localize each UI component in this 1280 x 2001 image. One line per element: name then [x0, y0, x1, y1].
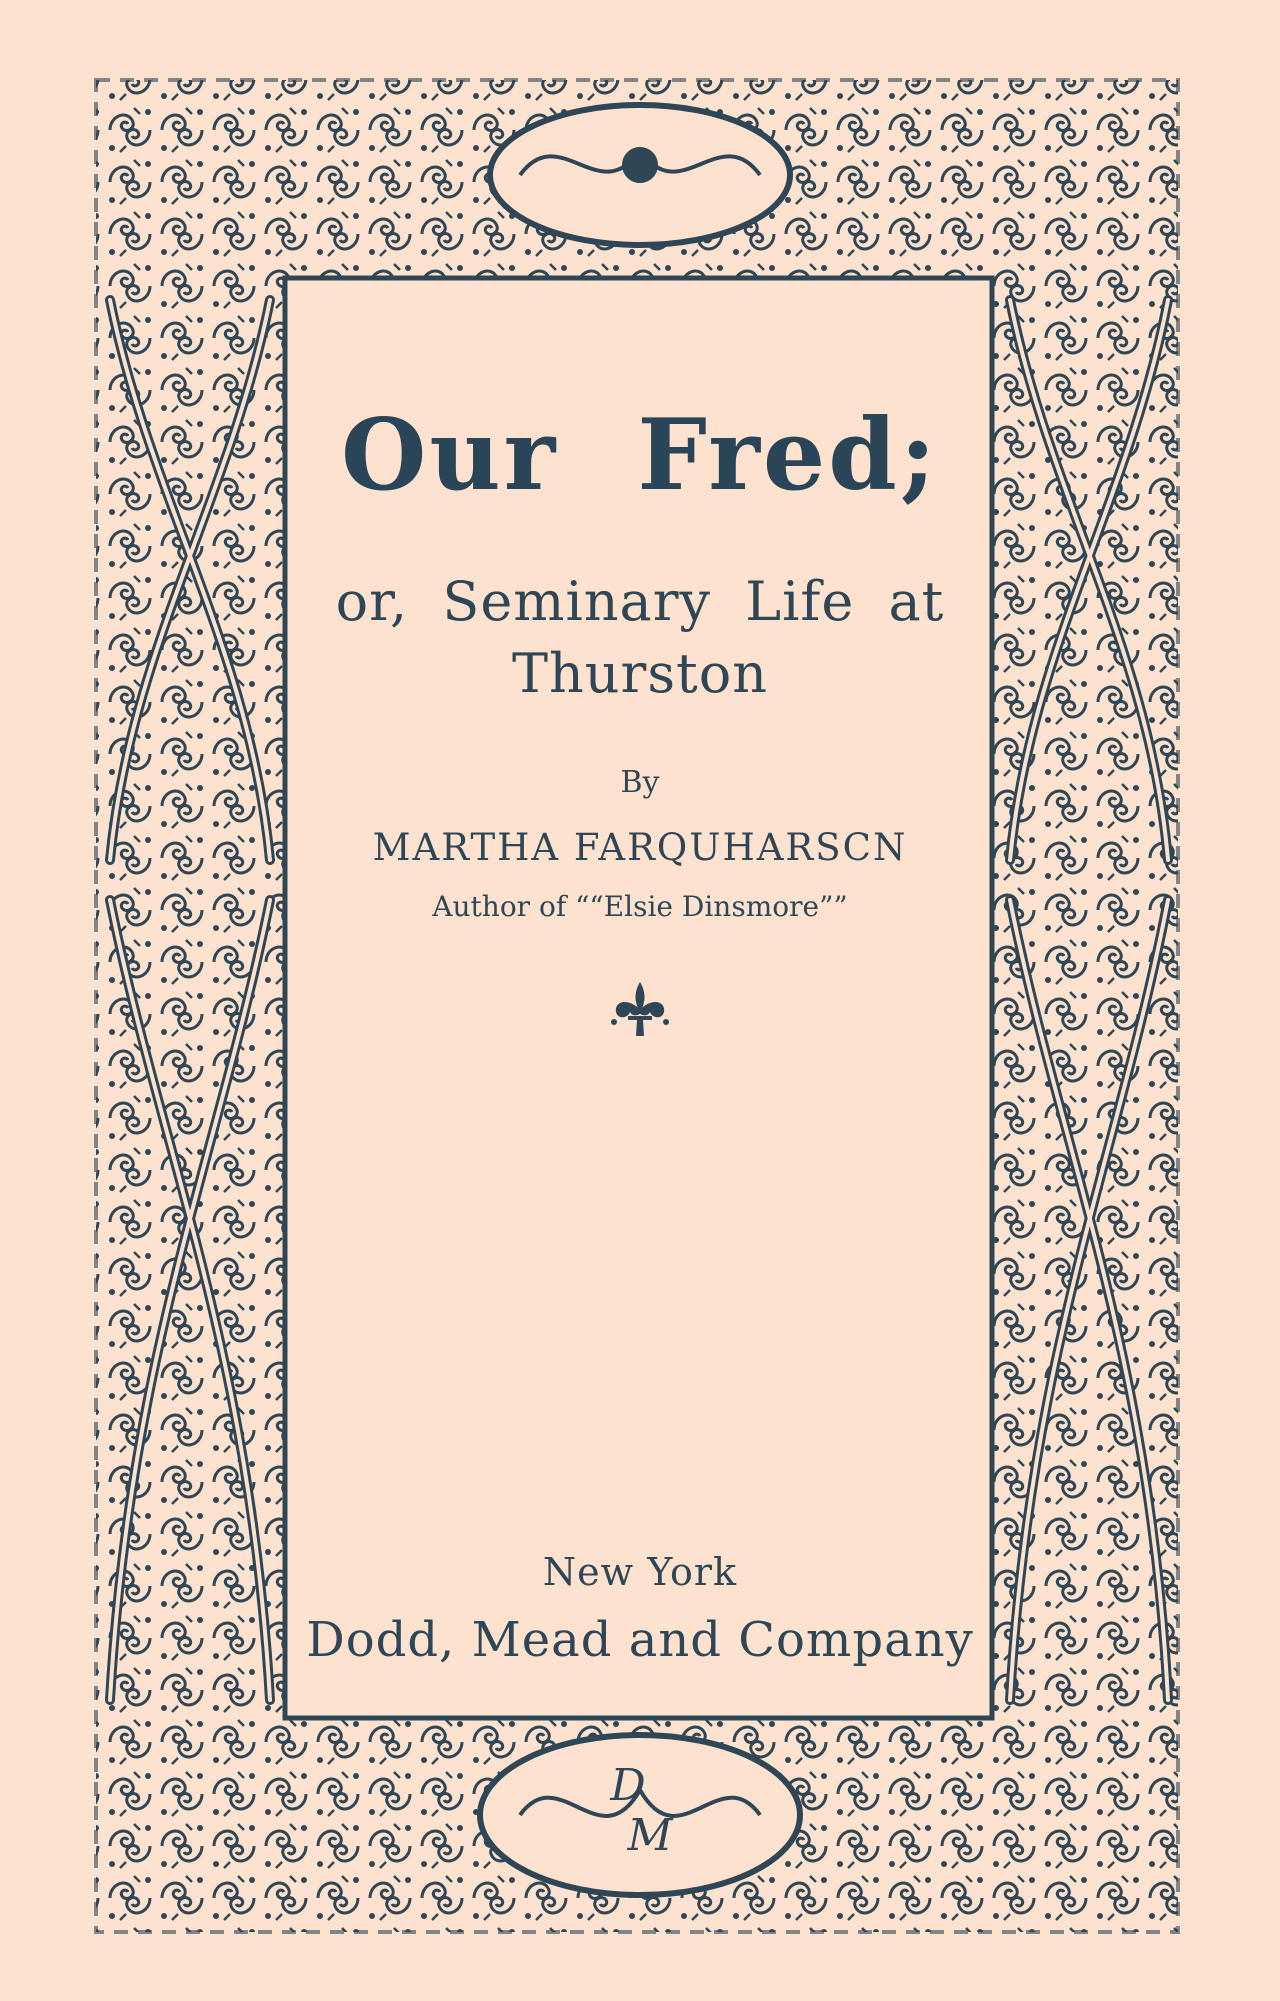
- subtitle-line-1: or, Seminary Life at: [335, 570, 945, 633]
- author-note: Author of ““Elsie Dinsmore””: [432, 890, 848, 923]
- dm-monogram-icon: [480, 1735, 800, 1895]
- publication-place: New York: [542, 1550, 738, 1594]
- fleur-de-lis-icon: [606, 980, 674, 1042]
- publisher-name: Dodd, Mead and Company: [306, 1612, 974, 1668]
- by-label: By: [620, 765, 660, 800]
- subtitle-line-2: Thurston: [511, 642, 769, 705]
- svg-text:M: M: [627, 1810, 673, 1861]
- book-title: Our Fred;: [341, 398, 939, 513]
- author-name: MARTHA FARQUHARSCN: [372, 826, 908, 869]
- svg-text:D: D: [610, 1760, 646, 1811]
